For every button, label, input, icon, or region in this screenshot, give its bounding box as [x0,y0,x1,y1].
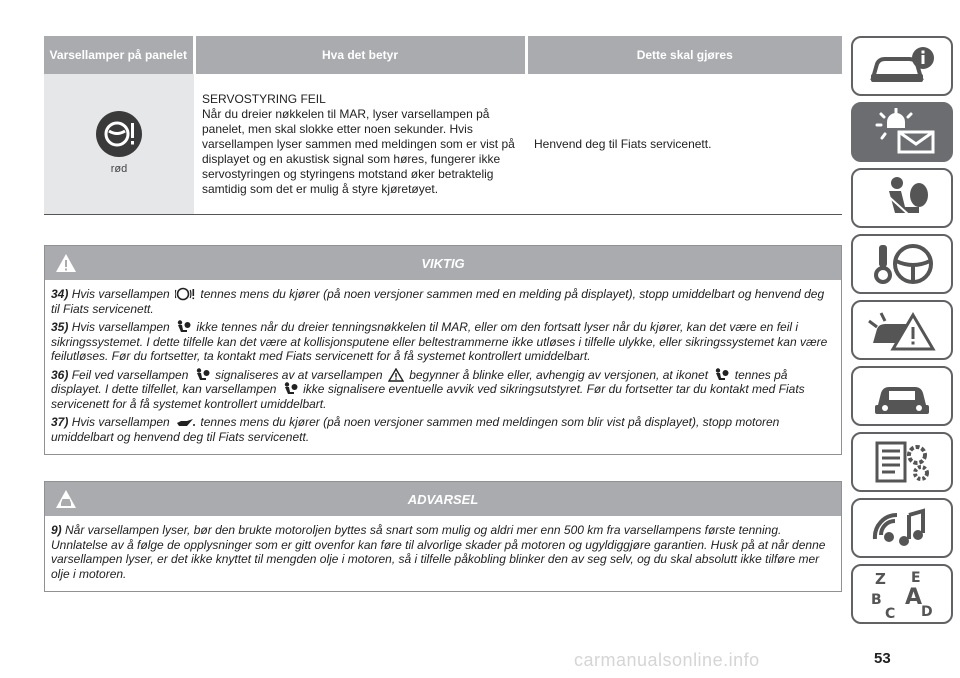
svg-text:C: C [885,606,896,620]
car-crash-warning-icon [867,307,937,353]
meaning-text: Når du dreier nøkkelen til MAR, lyser varsellampen på panelet, men skal slokke etter noen sekunder. Hvis varsellampen lyser sammen med meldingen som er vist på displayet og en akustisk signal som høres, fungerer ikke servostyringen og styringens motstand øker betraktelig samtidig som det er mulig å styre kjøretøyet. [202,106,515,196]
page-number: 53 [874,650,891,667]
svg-text:D: D [921,604,933,620]
warning-triangle-icon [55,252,77,274]
svg-text:Z: Z [875,570,886,588]
checklist-gears-icon [867,439,937,485]
caution-body: 9) Når varsellampen lyser, bør den brukte motoroljen byttes så snart som mulig og aldri mer enn 500 km fra varsellampens første tenning. Unnlatelse av å følge de opplysninger som er gitt ovenfor kan føre til alvorlige skader på motoren og ugyldiggjøre garantien. Husk på at når denne varsellampen lyser, er det ikke knyttet til mengden olje i motoren, så i tilfelle påkobling blinker den av seg selv, og du skal absolutt ikke tilføre mer olje i motoren. [51,523,826,581]
meaning-cell [194,74,526,215]
page-content [44,36,842,592]
tab-technical-data[interactable] [851,432,953,492]
tab-multimedia[interactable] [851,498,953,558]
column-header-meaning: Hva det betyr [194,36,526,74]
oil-pressure-inline-icon [175,417,195,429]
column-header-lamp: Varsellamper på panelet [44,36,194,74]
airbag-inline-icon [194,368,210,382]
column-header-action: Dette skal gjøres [526,36,842,74]
chapter-sidebar [851,36,953,630]
warning-light-table [44,36,842,215]
airbag-inline-icon [713,368,729,382]
table-row [44,74,842,215]
caution-header [45,482,841,516]
power-steering-inline-icon [175,287,195,301]
important-item-37: 37) Hvis varsellampen tennes mens du kjører (på noen versjoner sammen med meldingen som blir vist på displayet), stopp motoren umiddelbart og henvend deg til Fiats servicenett. [51,415,780,444]
car-service-icon [867,373,937,419]
caution-notice [44,481,842,592]
warning-triangle-inline-icon [388,368,404,382]
tab-emergency[interactable] [851,300,953,360]
tab-alphabetical-index[interactable] [851,564,953,624]
media-satellite-icon [867,505,937,551]
passenger-airbag-icon [867,175,937,221]
svg-text:B: B [871,592,882,608]
airbag-inline-icon [282,382,298,396]
watermark: carmanualsonline.info [574,650,760,670]
power-steering-warning-icon [96,111,142,157]
alphabet-index-icon [867,568,937,620]
warning-light-envelope-icon [865,108,939,156]
svg-text:A: A [905,585,923,610]
meaning-title: SERVOSTYRING FEIL [202,91,326,106]
tab-safety[interactable] [851,168,953,228]
important-item-35: 35) Hvis varsellampen ikke tennes når du dreier tenningsnøkkelen til MAR, eller om den fortsatt lyser når du kjører, kan det være en feil i sikringssystemet. I dette tilfelle kan det være at kollisjonsputene eller beltestrammerne ikke utløses i tilfelle ulykke, eller sikringssystemet kan være feilutløses. Før du fortsetter, ta kontakt med Fiats servicenett for å få systemet kontrollert umiddelbart. [51,320,828,363]
action-cell: Henvend deg til Fiats servicenett. [526,74,842,215]
lamp-color-label: rød [110,163,128,175]
tab-maintenance[interactable] [851,366,953,426]
important-title: VIKTIG [421,256,465,271]
svg-text:E: E [911,570,921,586]
tab-warning-lights[interactable] [851,102,953,162]
important-notice [44,245,842,455]
lamp-cell [44,74,194,215]
important-header [45,246,841,280]
car-info-icon [867,44,937,88]
important-item-36: 36) Feil ved varsellampen signaliseres av at varsellampen begynner å blinke eller, avhengig av versjonen, at ikonet tennes på displayet. I dette tilfellet, kan varsellampen ikke signalisere eventuelle avvik ved sikringsutstyret. Før du fortsetter tar du kontakt med Fiats servicenett for å få systemet kontrollert umiddelbart. [51,367,805,411]
car-caution-icon [55,488,77,510]
key-steering-wheel-icon [867,241,937,287]
important-body [45,280,841,454]
tab-car-info[interactable] [851,36,953,96]
airbag-inline-icon [175,320,191,334]
caution-title: ADVARSEL [407,492,479,507]
important-item-34: 34) Hvis varsellampen tennes mens du kjører (på noen versjoner sammen med en melding på displayet), stopp umiddelbart og henvend deg til Fiats servicenett. [51,287,825,316]
tab-starting-driving[interactable] [851,234,953,294]
